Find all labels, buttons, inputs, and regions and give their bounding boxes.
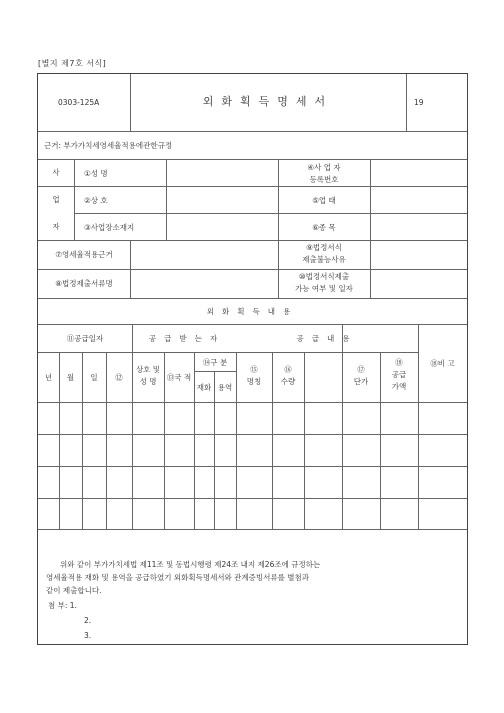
rule xyxy=(38,466,467,467)
form-title: 외화획득명세서 xyxy=(202,95,334,108)
submission-availability-label: 가능 여부 및 일자 xyxy=(295,284,353,293)
non-submission-reason-label: ⑨법정서식 xyxy=(306,243,342,252)
recipient-header: 공급받는자 xyxy=(148,334,226,343)
attachment-label: 첨 부: 1. xyxy=(48,601,77,610)
reg-no-label: 등록번호 xyxy=(309,175,339,184)
rule xyxy=(38,298,467,299)
business-type-label: ⑤업 태 xyxy=(312,196,336,205)
legal-document-label: ⑧법정제출서류명 xyxy=(55,279,113,288)
form-label: [별지 제7호 서식] xyxy=(38,59,107,68)
rule xyxy=(342,324,343,529)
rule xyxy=(38,434,467,435)
rule xyxy=(74,159,75,240)
unit-price-header: 단가 xyxy=(353,377,369,386)
trade-name-label: ②상 호 xyxy=(84,196,108,205)
form-code: 0303-125A xyxy=(58,98,100,107)
rule xyxy=(38,324,467,325)
month-header: 월 xyxy=(66,373,75,382)
legal-basis: 근거: 부가가치세영세율적용에관한규정 xyxy=(44,141,173,150)
rule xyxy=(214,371,215,529)
division-header: ⑭구 분 xyxy=(202,358,228,367)
rule xyxy=(406,74,407,131)
zero-rate-basis-label: ⑦영세율적용근거 xyxy=(55,250,113,259)
goods-header: 재화 xyxy=(196,383,212,392)
statement-line: 위와 같이 부가가치세법 제11조 및 동법시행령 제24조 내지 제26조에 규정하는 xyxy=(60,560,321,569)
statement-line: 같이 제출합니다. xyxy=(46,586,102,595)
trade-name-header: 성 명 xyxy=(139,377,157,386)
name-label: ①성 명 xyxy=(84,169,108,178)
rule xyxy=(38,402,467,403)
rule xyxy=(194,352,195,529)
rule xyxy=(166,159,167,240)
rule xyxy=(38,529,467,530)
business-group-label: 사 xyxy=(52,168,60,177)
trade-name-header: 상호 및 xyxy=(135,365,161,374)
day-header: 일 xyxy=(90,373,98,382)
page-number: 19 xyxy=(414,98,424,107)
item-name-header: 명칭 xyxy=(246,377,262,386)
statement-line: 영세율적용 재화 및 용역을 공급하였기 외화획득명세서와 관계증빙서류를 별첨과 xyxy=(46,573,310,582)
supply-value-header: 공급 xyxy=(391,370,407,379)
year-header: 년 xyxy=(44,373,53,382)
rule xyxy=(370,159,371,298)
quantity-header: ⑯ xyxy=(284,365,292,374)
rule xyxy=(130,240,131,298)
rule xyxy=(38,240,467,241)
attachment-item: 2. xyxy=(84,616,92,625)
address-label: ③사업장소재지 xyxy=(84,223,135,232)
rule xyxy=(194,371,236,372)
rule xyxy=(38,352,418,353)
item-name-header: ⑮ xyxy=(250,365,258,374)
rule xyxy=(38,269,467,270)
form-frame xyxy=(37,73,468,645)
nationality-header: ⑬국 적 xyxy=(166,373,192,382)
rule xyxy=(38,159,467,160)
rule xyxy=(74,213,467,214)
business-group-label: 자 xyxy=(52,222,60,231)
rule xyxy=(38,131,467,132)
item-label: ⑥종 목 xyxy=(312,223,336,232)
section-title: 외화획득내용 xyxy=(206,307,299,316)
col12-header: ⑫ xyxy=(115,373,123,382)
non-submission-reason-label: 제출불능사유 xyxy=(302,255,346,264)
supply-value-header: ⑱ xyxy=(395,358,403,367)
rule xyxy=(38,498,467,499)
unit-price-header: ⑰ xyxy=(357,365,365,374)
submission-availability-label: ⑩법정서식제출 xyxy=(298,272,350,281)
rule xyxy=(418,324,419,529)
quantity-header: 수량 xyxy=(280,377,296,386)
reg-no-label: ④사 업 자 xyxy=(307,163,341,172)
rule xyxy=(304,352,305,529)
rule xyxy=(132,324,133,529)
rule xyxy=(38,186,467,187)
service-header: 용역 xyxy=(217,383,233,392)
business-group-label: 업 xyxy=(52,195,60,204)
supply-contents-header: 공급내용 xyxy=(296,334,358,343)
remarks-header: ⑱비 고 xyxy=(430,359,455,368)
supply-value-header: 가액 xyxy=(391,382,407,391)
attachment-item: 3. xyxy=(84,631,92,640)
supply-date-header: ⑪공급일자 xyxy=(66,334,104,343)
